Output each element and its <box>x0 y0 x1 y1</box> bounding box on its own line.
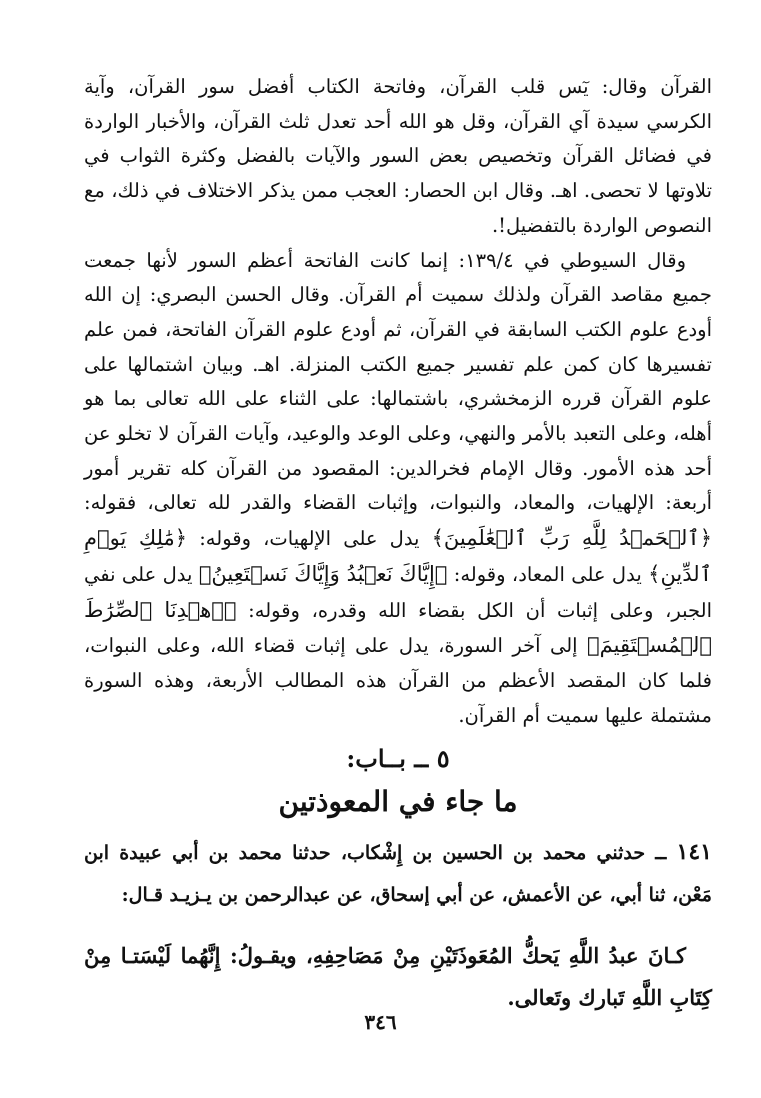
hadith-number: ١٤١ <box>676 839 712 866</box>
paragraph-suyuti <box>84 244 712 734</box>
text-segment: وقال السيوطي في ١٣٩/٤: إنما كانت الفاتحة أعظم السور لأنها جمعت جميع مقاصد القرآن ولذلك سميت أم القرآن. وقال الحسن البصري: إن الله أودع علوم الكتب السابقة في القرآن، ثم أودع علوم القرآن الفاتحة، فمن علم تفسيرها كان كمن علم تفسير جميع الكتب المنزلة. اهـ. وبيان اشتمالها على علوم القرآن قرره الزمخشري، باشتمالها: على الثناء على الله تعالى بما هو أهله، وعلى التعبد بالأمر والنهي، وعلى الوعد والوعيد، وآيات القرآن لا تخلو عن أحد هذه الأمور. وقال الإمام فخرالدين: المقصود من القرآن كله تقرير أمور أربعة: الإلهيات، والمعاد، والنبوات، وإثبات القضاء والقدر لله تعالى، فقوله: <box>84 248 712 515</box>
page-number: ٣٤٦ <box>364 1010 397 1034</box>
text-segment: إلى آخر السورة، يدل على إثبات قضاء الله، وعلى النبوات، فلما كان المقصد الأعظم من القرآن هذه المطالب الأربعة، وهذه السورة مشتملة عليها سميت أم القرآن. <box>84 634 712 727</box>
quran-verse: ﴿إِيَّاكَ نَعۡبُدُ وَإِيَّاكَ نَسۡتَعِينُ﴾ <box>198 561 448 586</box>
body-text <box>84 70 712 733</box>
quran-verse: ﴿مَٰلِكِ يَوۡمِ ٱلدِّينِ﴾ <box>84 526 713 586</box>
text-segment: يدل على نفي الجبر، وعلى إثبات أن الكل بقضاء الله وقدره، وقوله: <box>84 562 713 622</box>
quran-verse: ﴿ٱلۡحَمۡدُ لِلَّهِ رَبِّ ٱلۡعَٰلَمِينَ﴾ <box>431 526 713 551</box>
hadith-isnad <box>84 831 712 916</box>
text-segment: يدل على الإلهيات، وقوله: <box>187 527 432 551</box>
chapter-number: ٥ ــ بــاب: <box>346 744 450 774</box>
hadith-chain: ــ حدثني محمد بن الحسين بن إِشْكاب، حدثنا محمد بن أبي عبيدة ابن مَعْن، ثنا أبي، عن الأعمش، عن أبي إسحاق، عن عبدالرحمن بن يـزيـد قـال: <box>84 842 712 907</box>
quran-verse: ﴿ٱهۡدِنَا ٱلصِّرَٰطَ ٱلۡمُسۡتَقِيمَ﴾ <box>84 597 712 658</box>
hadith-text: كـانَ عبدُ اللَّهِ يَحكُّ المُعَوذَتَيْنِ مِنْ مَصَاحِفِهِ، ويقـولُ: إِنَّهُما لَيْسَتـا مِنْ كِتَابِ اللَّهِ تَبارك وتَعالى. <box>84 943 712 1011</box>
paragraph-virtues: القرآن وقال: يٓس قلب القرآن، وفاتحة الكتاب أفضل سور القرآن، وآية الكرسي سيدة آي القرآن، وقل هو الله أحد تعدل ثلث القرآن، والأخبار الواردة في فضائل القرآن وتخصيص بعض السور والآيات بالفضل وكثرة الثواب في تلاوتها لا تحصى. اهـ. وقال ابن الحصار: العجب ممن يذكر الاختلاف في ذلك، مع النصوص الواردة بالتفضيل!. <box>84 75 712 237</box>
chapter-header <box>84 739 712 825</box>
page-content <box>84 70 712 1040</box>
chapter-title: ما جاء في المعوذتين <box>278 785 518 819</box>
text-segment: يدل على المعاد، وقوله: <box>447 562 649 586</box>
